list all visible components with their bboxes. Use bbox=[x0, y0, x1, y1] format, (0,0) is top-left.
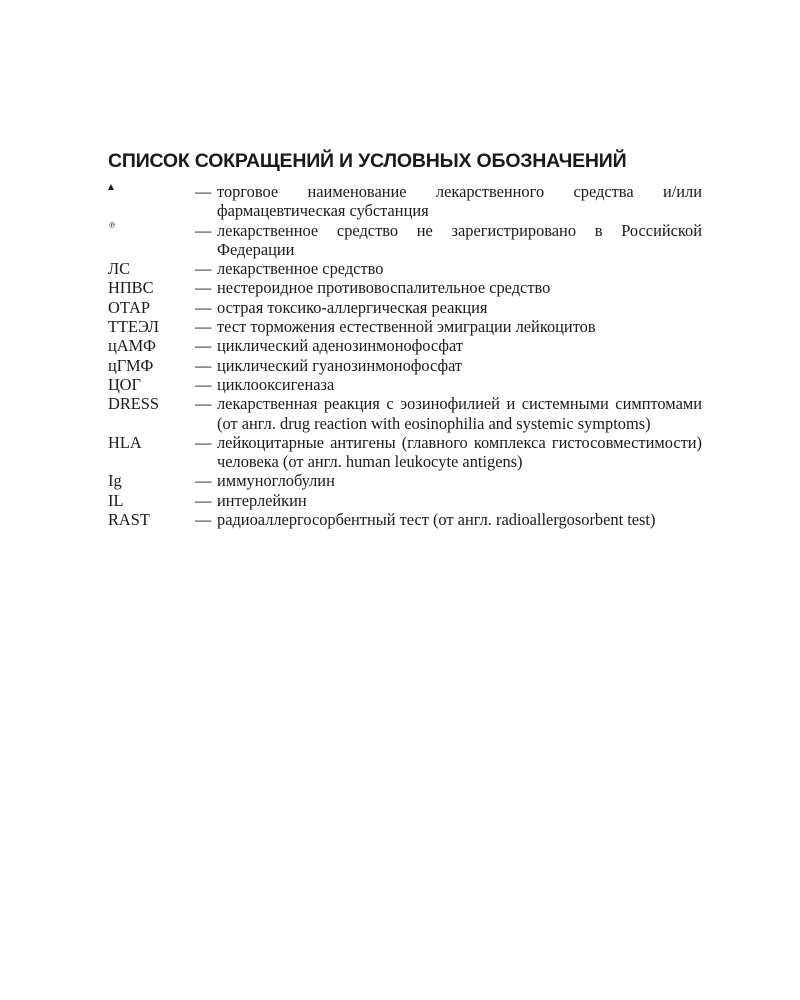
list-item bbox=[108, 394, 702, 433]
dash: — bbox=[195, 510, 212, 530]
abbreviation-definition: лейкоцитарные антигены (главного комплекса гистосовместимости) человека (от англ. human leukocyte antigens) bbox=[217, 432, 702, 472]
abbreviation-definition: циклический аденозинмонофосфат bbox=[217, 336, 464, 356]
dash: — bbox=[195, 297, 212, 317]
abbreviation-definition: радиоаллергосорбентный тест (от англ. radioallergosorbent test) bbox=[217, 510, 656, 530]
abbreviation-term: ЛС bbox=[108, 259, 131, 279]
abbreviation-list bbox=[108, 182, 702, 529]
list-item bbox=[108, 375, 702, 394]
abbreviation-definition: торговое наименование лекарственного средства и/или фармацевтическая субстанция bbox=[217, 182, 702, 221]
dash: — bbox=[195, 490, 212, 510]
dash: — bbox=[195, 336, 212, 356]
abbreviation-term: DRESS bbox=[108, 394, 160, 414]
page-title: СПИСОК СОКРАЩЕНИЙ И УСЛОВНЫХ ОБОЗНАЧЕНИЙ bbox=[108, 150, 627, 172]
list-item bbox=[108, 510, 702, 529]
abbreviation-term bbox=[108, 221, 195, 240]
triangle-icon bbox=[108, 184, 114, 190]
abbreviation-definition: нестероидное противовоспалительное средство bbox=[217, 278, 551, 298]
abbreviation-definition: лекарственная реакция с эозинофилией и системными симптомами (от англ. drug reaction with eosinophilia and systemic symptoms) bbox=[217, 394, 702, 433]
abbreviation-definition: острая токсико-аллергическая реакция bbox=[217, 297, 488, 317]
list-item bbox=[108, 317, 702, 336]
list-item bbox=[108, 336, 702, 355]
list-item bbox=[108, 221, 702, 260]
dash: — bbox=[195, 278, 212, 298]
abbreviation-term: HLA bbox=[108, 432, 142, 452]
abbreviation-term: Ig bbox=[108, 471, 122, 491]
abbreviation-term: цГМФ bbox=[108, 355, 154, 375]
list-item bbox=[108, 491, 702, 510]
abbreviation-definition: интерлейкин bbox=[217, 490, 307, 510]
abbreviation-definition: лекарственное средство не зарегистрировано в Российской Федерации bbox=[217, 220, 702, 259]
dash: — bbox=[195, 374, 212, 394]
abbreviation-term: цАМФ bbox=[108, 336, 156, 356]
list-item bbox=[108, 259, 702, 278]
abbreviation-term: ОТАР bbox=[108, 297, 150, 317]
list-item bbox=[108, 356, 702, 375]
circled-p-icon: ℗ bbox=[108, 220, 116, 230]
abbreviation-definition: иммуноглобулин bbox=[217, 471, 335, 491]
list-item bbox=[108, 471, 702, 490]
dash: — bbox=[195, 259, 212, 279]
abbreviations-page bbox=[108, 148, 702, 529]
list-item bbox=[108, 298, 702, 317]
list-item bbox=[108, 433, 702, 472]
list-item bbox=[108, 278, 702, 297]
dash: — bbox=[195, 432, 212, 452]
dash: — bbox=[195, 394, 212, 414]
abbreviation-definition: циклооксигеназа bbox=[217, 374, 335, 394]
abbreviation-definition: тест торможения естественной эмиграции лейкоцитов bbox=[217, 317, 596, 337]
abbreviation-term: НПВС bbox=[108, 278, 154, 298]
dash: — bbox=[195, 317, 212, 337]
abbreviation-definition: циклический гуанозинмонофосфат bbox=[217, 355, 463, 375]
dash: — bbox=[195, 355, 212, 375]
abbreviation-term: IL bbox=[108, 490, 124, 510]
abbreviation-definition: лекарственное средство bbox=[217, 259, 384, 279]
dash: — bbox=[195, 471, 212, 491]
list-item bbox=[108, 182, 702, 221]
abbreviation-term: RAST bbox=[108, 510, 150, 530]
abbreviation-term bbox=[108, 182, 195, 201]
abbreviation-term: ТТЕЭЛ bbox=[108, 317, 159, 337]
abbreviation-term: ЦОГ bbox=[108, 374, 141, 394]
dash: — bbox=[195, 182, 212, 201]
dash: — bbox=[195, 220, 212, 240]
